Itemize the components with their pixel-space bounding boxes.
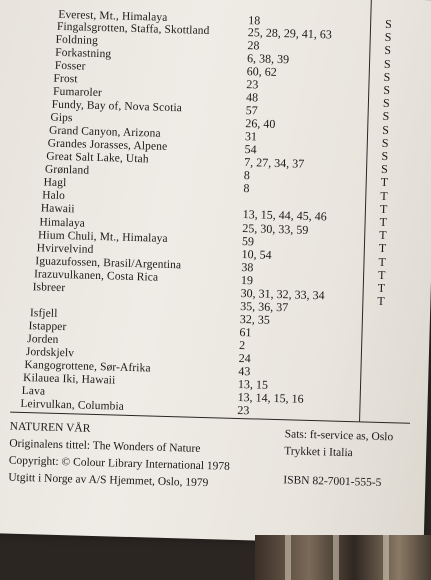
index-page-numbers: 25, 30, 33, 59 <box>242 221 309 237</box>
index-page-numbers: 57 <box>245 103 258 118</box>
index-term: Isbreer <box>32 281 66 295</box>
cut-off-letter: S <box>382 109 390 124</box>
index-page-numbers: 60, 62 <box>246 64 277 79</box>
adjacent-photo-edge <box>255 535 431 580</box>
index-term: Halo <box>42 189 66 203</box>
index-term: Hium Chuli, Mt., Himalaya <box>37 229 168 245</box>
copyright-line: Copyright: © Colour Library International 1978 <box>8 454 231 473</box>
index-page-numbers: 54 <box>244 142 257 157</box>
cut-off-letter: S <box>381 148 389 164</box>
index-page-numbers: 6, 38, 39 <box>246 51 290 67</box>
index-page-numbers: 31 <box>244 129 258 144</box>
index-term: Hagl <box>43 176 67 190</box>
cut-off-letter: S <box>380 162 388 177</box>
index-term: Grandes Jorasses, Alpene <box>47 137 168 153</box>
cut-off-letter: S <box>383 56 391 71</box>
index-term: Iguazufossen, Brasil/Argentina <box>35 255 182 272</box>
index-term: Kilauea Iki, Hawaii <box>22 371 116 387</box>
index-page-numbers: 8 <box>243 168 251 183</box>
index-page-numbers: 59 <box>241 234 255 249</box>
index-page-numbers: 28 <box>247 38 260 53</box>
index-term: Frost <box>53 72 78 86</box>
index-term: Fingalsgrotten, Staffa, Skottland <box>56 20 210 38</box>
cut-off-letter: T <box>378 241 387 256</box>
index-term: Fundy, Bay of, Nova Scotia <box>51 98 183 115</box>
publisher-line: Utgitt i Norge av A/S Hjemmet, Oslo, 1979 <box>8 471 209 490</box>
index-term: Jorden <box>27 333 59 346</box>
index-term: Kangogrottene, Sør-Afrika <box>24 359 151 375</box>
index-term: Everest, Mt., Himalaya <box>58 8 168 24</box>
index-page-numbers: 7, 27, 34, 37 <box>244 155 305 171</box>
index-page-numbers: 25, 28, 29, 41, 63 <box>247 25 333 42</box>
index-term: Great Salt Lake, Utah <box>46 150 149 166</box>
index-term: Leirvulkan, Columbia <box>20 397 125 413</box>
index-page-numbers: 18 <box>248 13 261 28</box>
index-page-numbers: 61 <box>239 324 252 340</box>
cut-off-letter: T <box>379 201 388 216</box>
typesetting-line: Sats: ft-service as, Oslo <box>284 428 394 444</box>
index-page-numbers: 10, 54 <box>241 247 272 262</box>
cut-off-letter: T <box>377 294 385 309</box>
cut-off-letter: S <box>383 69 391 84</box>
cut-off-letter: S <box>383 82 391 98</box>
index-term: Himalaya <box>39 216 86 230</box>
cut-off-letter: T <box>379 214 388 230</box>
index-page-numbers: 8 <box>243 181 250 196</box>
index-term: Hawaii <box>40 202 75 216</box>
cut-off-letter: S <box>382 96 390 111</box>
index-page-numbers: 26, 40 <box>245 116 276 131</box>
index-term: Forkastning <box>55 46 112 61</box>
series-title: NATUREN VÅR <box>9 420 91 435</box>
index-term: Grønland <box>44 163 90 177</box>
printed-line: Trykket i Italia <box>284 445 353 460</box>
index-page-numbers: 13, 14, 15, 16 <box>237 389 304 406</box>
cut-off-letter: T <box>378 254 387 269</box>
index-term: Hvirvelvind <box>36 242 94 256</box>
index-page-numbers: 13, 15, 44, 45, 46 <box>242 207 327 224</box>
index-page-numbers: 32, 35 <box>239 311 271 327</box>
index-term: Gips <box>50 111 73 125</box>
column-divider <box>359 0 372 421</box>
cut-off-letter: S <box>382 122 390 137</box>
index-page-numbers: 30, 31, 32, 33, 34 <box>240 286 325 303</box>
index-term: Irazuvulkanen, Costa Rica <box>33 268 159 284</box>
index-term: Isfjell <box>29 307 58 320</box>
cut-off-letter: S <box>384 30 392 45</box>
index-term: Istapper <box>28 320 67 334</box>
cut-off-letter: T <box>380 175 389 190</box>
index-page-numbers: 23 <box>246 77 259 92</box>
index-term: Grand Canyon, Arizona <box>48 124 161 140</box>
index-page-numbers: 35, 36, 37 <box>240 299 289 315</box>
isbn-line: ISBN 82-7001-555-5 <box>283 474 382 490</box>
cut-off-letter: S <box>384 43 392 58</box>
index-term: Fosser <box>54 59 86 73</box>
cut-off-letter: T <box>377 267 386 282</box>
cut-off-letter: T <box>379 228 387 243</box>
index-page-numbers: 38 <box>241 260 254 275</box>
next-column-cut-off <box>377 0 431 309</box>
index-term: Fumaroler <box>52 85 103 100</box>
index-term: Foldning <box>55 33 99 47</box>
index-page-numbers: 43 <box>238 363 251 379</box>
cut-off-letter: T <box>380 188 388 203</box>
cut-off-letter: S <box>384 16 393 32</box>
index-page-numbers: 19 <box>240 273 254 288</box>
index-page-numbers: 23 <box>237 402 250 418</box>
cut-off-letter: S <box>381 135 389 150</box>
index-page-numbers: 48 <box>245 90 259 105</box>
original-title: Originalens tittel: The Wonders of Nature <box>9 437 201 455</box>
index-page-numbers: 2 <box>238 337 246 353</box>
index-page-numbers: 13, 15 <box>237 376 269 392</box>
cut-off-letter: T <box>377 280 386 296</box>
index-term: Jordskjelv <box>25 346 75 360</box>
index-term: Lava <box>21 384 46 398</box>
index-page-numbers: 24 <box>238 350 251 366</box>
